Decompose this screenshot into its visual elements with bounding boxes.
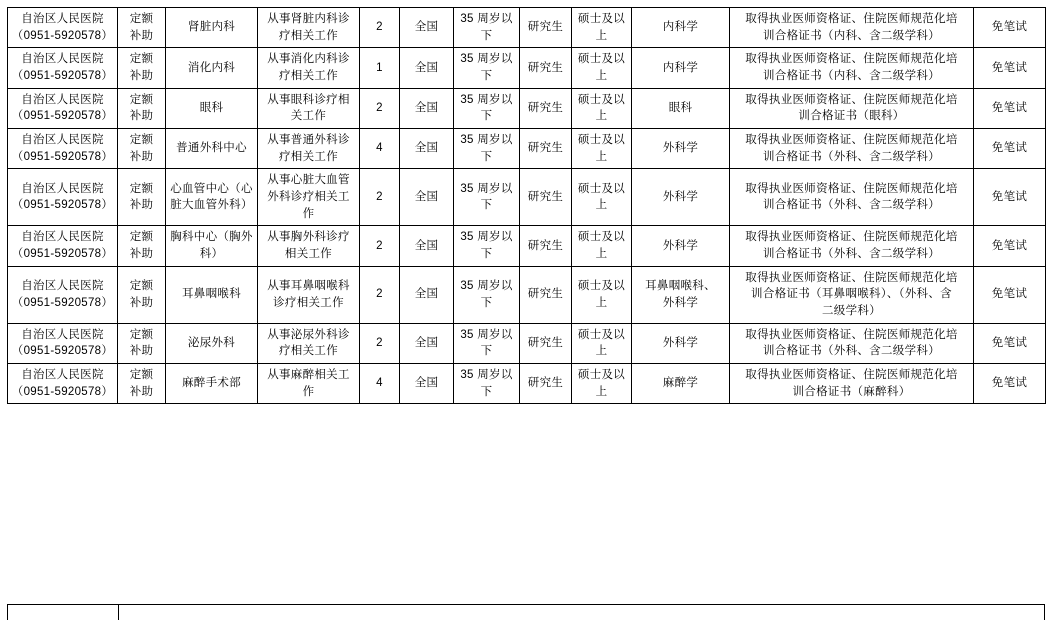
cell-count: 1 xyxy=(360,48,400,88)
cell-scope: 全国 xyxy=(400,88,454,128)
cell-duty: 从事眼科诊疗相 关工作 xyxy=(258,88,360,128)
cell-age: 35 周岁以 下 xyxy=(454,169,520,226)
cell-funding: 定额 补助 xyxy=(118,226,166,266)
cell-age: 35 周岁以 下 xyxy=(454,364,520,404)
cell-funding: 定额 补助 xyxy=(118,169,166,226)
cell-count: 2 xyxy=(360,323,400,363)
cell-exam: 免笔试 xyxy=(974,266,1046,323)
cell-major: 麻醉学 xyxy=(632,364,730,404)
cell-post: 麻醉手术部 xyxy=(166,364,258,404)
recruitment-table xyxy=(7,7,1046,404)
cell-duty: 从事心脏大血管 外科诊疗相关工 作 xyxy=(258,169,360,226)
cell-degree: 硕士及以 上 xyxy=(572,48,632,88)
cell-other-conditions: 取得执业医师资格证、住院医师规范化培 训合格证书（内科、含二级学科） xyxy=(730,48,974,88)
cell-scope: 全国 xyxy=(400,129,454,169)
cell-major: 外科学 xyxy=(632,129,730,169)
cell-major: 外科学 xyxy=(632,226,730,266)
cell-funding: 定额 补助 xyxy=(118,88,166,128)
cell-degree: 硕士及以 上 xyxy=(572,323,632,363)
cell-count: 2 xyxy=(360,226,400,266)
cell-funding: 定额 补助 xyxy=(118,48,166,88)
cell-post: 心血管中心（心 脏大血管外科） xyxy=(166,169,258,226)
cell-funding: 定额 补助 xyxy=(118,129,166,169)
cell-degree: 硕士及以 上 xyxy=(572,364,632,404)
cell-degree: 硕士及以 上 xyxy=(572,8,632,48)
table-row xyxy=(8,8,1046,48)
cell-education: 研究生 xyxy=(520,323,572,363)
cell-post: 肾脏内科 xyxy=(166,8,258,48)
cell-exam: 免笔试 xyxy=(974,226,1046,266)
cell-scope: 全国 xyxy=(400,266,454,323)
cell-duty: 从事肾脏内科诊 疗相关工作 xyxy=(258,8,360,48)
cell-major: 耳鼻咽喉科、 外科学 xyxy=(632,266,730,323)
cell-education: 研究生 xyxy=(520,8,572,48)
cell-education: 研究生 xyxy=(520,364,572,404)
cell-duty: 从事泌尿外科诊 疗相关工作 xyxy=(258,323,360,363)
cell-other-conditions: 取得执业医师资格证、住院医师规范化培 训合格证书（耳鼻咽喉科）、（外科、含 二级学科） xyxy=(730,266,974,323)
cell-count: 4 xyxy=(360,364,400,404)
table-row xyxy=(8,169,1046,226)
cell-exam: 免笔试 xyxy=(974,129,1046,169)
cell-scope: 全国 xyxy=(400,226,454,266)
cell-count: 2 xyxy=(360,88,400,128)
cell-other-conditions: 取得执业医师资格证、住院医师规范化培 训合格证书（外科、含二级学科） xyxy=(730,169,974,226)
cell-funding: 定额 补助 xyxy=(118,364,166,404)
cell-degree: 硕士及以 上 xyxy=(572,266,632,323)
table-row xyxy=(8,323,1046,363)
cell-age: 35 周岁以 下 xyxy=(454,88,520,128)
cell-other-conditions: 取得执业医师资格证、住院医师规范化培 训合格证书（外科、含二级学科） xyxy=(730,323,974,363)
table-next-row-partial xyxy=(7,604,1045,620)
table-row xyxy=(8,129,1046,169)
cell-unit: 自治区人民医院 （0951-5920578） xyxy=(8,226,118,266)
cell-duty: 从事消化内科诊 疗相关工作 xyxy=(258,48,360,88)
cell-count: 2 xyxy=(360,169,400,226)
cell-exam: 免笔试 xyxy=(974,364,1046,404)
cell-education: 研究生 xyxy=(520,129,572,169)
cell-exam: 免笔试 xyxy=(974,8,1046,48)
cell-funding: 定额 补助 xyxy=(118,8,166,48)
table-row xyxy=(8,226,1046,266)
cell-exam: 免笔试 xyxy=(974,323,1046,363)
cell-degree: 硕士及以 上 xyxy=(572,88,632,128)
cell-other-conditions: 取得执业医师资格证、住院医师规范化培 训合格证书（眼科） xyxy=(730,88,974,128)
cell-unit: 自治区人民医院 （0951-5920578） xyxy=(8,129,118,169)
cell-other-conditions: 取得执业医师资格证、住院医师规范化培 训合格证书（外科、含二级学科） xyxy=(730,226,974,266)
cell-exam: 免笔试 xyxy=(974,88,1046,128)
cell-education: 研究生 xyxy=(520,226,572,266)
table-row xyxy=(8,48,1046,88)
cell-age: 35 周岁以 下 xyxy=(454,48,520,88)
cell-education: 研究生 xyxy=(520,48,572,88)
cell-education: 研究生 xyxy=(520,88,572,128)
cell-unit: 自治区人民医院 （0951-5920578） xyxy=(8,364,118,404)
cell-scope: 全国 xyxy=(400,323,454,363)
cell-major: 内科学 xyxy=(632,8,730,48)
cell-unit: 自治区人民医院 （0951-5920578） xyxy=(8,48,118,88)
cell-unit: 自治区人民医院 （0951-5920578） xyxy=(8,88,118,128)
cell-scope: 全国 xyxy=(400,48,454,88)
cell-post: 消化内科 xyxy=(166,48,258,88)
cell-degree: 硕士及以 上 xyxy=(572,129,632,169)
cell-count: 2 xyxy=(360,266,400,323)
cell-funding: 定额 补助 xyxy=(118,323,166,363)
cell-post: 胸科中心（胸外 科） xyxy=(166,226,258,266)
cell-unit: 自治区人民医院 （0951-5920578） xyxy=(8,266,118,323)
cell-age: 35 周岁以 下 xyxy=(454,323,520,363)
cell-scope: 全国 xyxy=(400,8,454,48)
table-row xyxy=(8,364,1046,404)
cell-duty: 从事耳鼻咽喉科 诊疗相关工作 xyxy=(258,266,360,323)
cell-degree: 硕士及以 上 xyxy=(572,169,632,226)
cell-age: 35 周岁以 下 xyxy=(454,266,520,323)
cell-scope: 全国 xyxy=(400,169,454,226)
document-page xyxy=(0,7,1053,621)
cell-education: 研究生 xyxy=(520,169,572,226)
table-body xyxy=(8,8,1046,404)
cell-unit: 自治区人民医院 （0951-5920578） xyxy=(8,169,118,226)
cell-major: 外科学 xyxy=(632,323,730,363)
cell-degree: 硕士及以 上 xyxy=(572,226,632,266)
cell-age: 35 周岁以 下 xyxy=(454,226,520,266)
cell-duty: 从事麻醉相关工 作 xyxy=(258,364,360,404)
table-row xyxy=(8,266,1046,323)
cell-count: 4 xyxy=(360,129,400,169)
cell-unit: 自治区人民医院 （0951-5920578） xyxy=(8,8,118,48)
cell-post: 眼科 xyxy=(166,88,258,128)
cell-count: 2 xyxy=(360,8,400,48)
cell-age: 35 周岁以 下 xyxy=(454,129,520,169)
cell-duty: 从事普通外科诊 疗相关工作 xyxy=(258,129,360,169)
cell-major: 外科学 xyxy=(632,169,730,226)
cell-age: 35 周岁以 下 xyxy=(454,8,520,48)
cell-major: 眼科 xyxy=(632,88,730,128)
cell-unit: 自治区人民医院 （0951-5920578） xyxy=(8,323,118,363)
cell-funding: 定额 补助 xyxy=(118,266,166,323)
cell-other-conditions: 取得执业医师资格证、住院医师规范化培 训合格证书（外科、含二级学科） xyxy=(730,129,974,169)
cell-post: 普通外科中心 xyxy=(166,129,258,169)
cell-other-conditions: 取得执业医师资格证、住院医师规范化培 训合格证书（内科、含二级学科） xyxy=(730,8,974,48)
cell-other-conditions: 取得执业医师资格证、住院医师规范化培 训合格证书（麻醉科） xyxy=(730,364,974,404)
cell-duty: 从事胸外科诊疗 相关工作 xyxy=(258,226,360,266)
table-row xyxy=(8,88,1046,128)
cell-scope: 全国 xyxy=(400,364,454,404)
cell-post: 耳鼻咽喉科 xyxy=(166,266,258,323)
cell-exam: 免笔试 xyxy=(974,48,1046,88)
cell-post: 泌尿外科 xyxy=(166,323,258,363)
cell-exam: 免笔试 xyxy=(974,169,1046,226)
cell-major: 内科学 xyxy=(632,48,730,88)
cell-education: 研究生 xyxy=(520,266,572,323)
